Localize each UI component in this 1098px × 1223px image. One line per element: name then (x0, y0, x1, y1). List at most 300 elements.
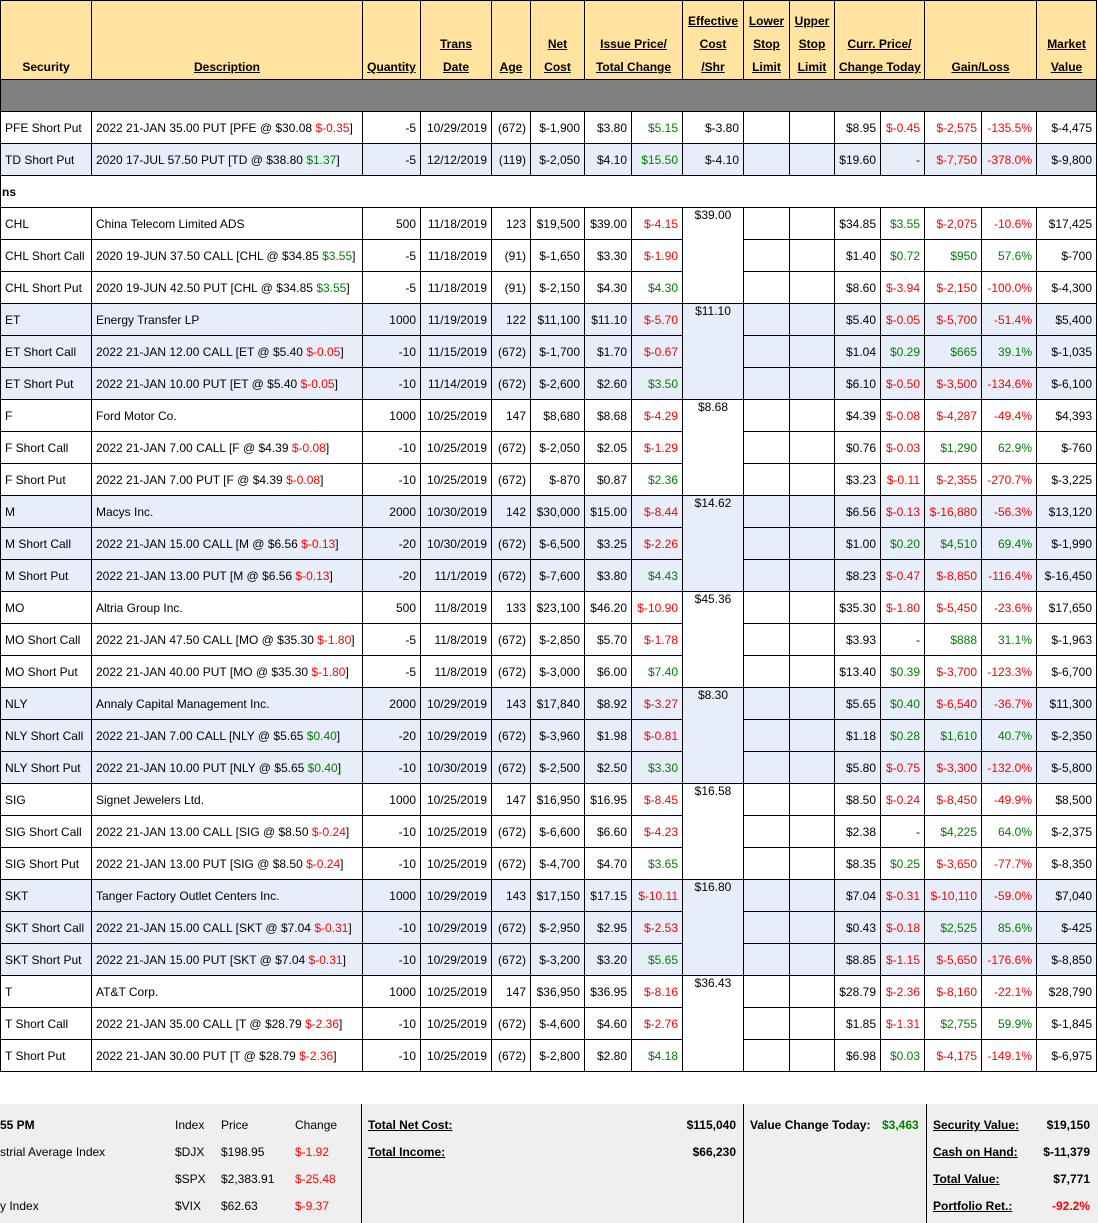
gain-loss-cell: $-16,880 (925, 496, 982, 528)
lower-stop-cell (744, 560, 790, 592)
current-price-cell: $19.60 (835, 144, 881, 176)
description-text: Tanger Factory Outlet Centers Inc. (96, 888, 280, 903)
table-row[interactable] (1, 848, 1097, 880)
table-row[interactable] (1, 400, 1097, 432)
upper-stop-cell (790, 112, 835, 144)
total-value-label[interactable]: Total Value: (933, 1172, 1000, 1186)
gain-loss-pct-cell: -49.9% (982, 784, 1037, 816)
trans-date-cell: 10/25/2019 (421, 848, 492, 880)
gain-loss-cell: $-2,575 (925, 112, 982, 144)
portfolio-return-label[interactable]: Portfolio Ret.: (933, 1199, 1013, 1213)
lower-stop-cell (744, 720, 790, 752)
age-cell: 143 (492, 880, 531, 912)
col-header-market-value[interactable]: Market Value (1037, 1, 1097, 80)
gain-loss-cell: $-8,450 (925, 784, 982, 816)
table-row[interactable] (1, 336, 1097, 368)
gain-loss-cell: $1,290 (925, 432, 982, 464)
col-header-curr-price[interactable]: Curr. Price/ Change Today (835, 1, 925, 80)
index-change: $-1.92 (295, 1145, 330, 1159)
underlying-change: $-0.13 (301, 536, 336, 551)
underlying-change: $-0.31 (308, 952, 343, 967)
security-cell: T (1, 976, 92, 1008)
total-change-cell: $-1.78 (632, 624, 683, 656)
current-price-cell: $13.40 (835, 656, 881, 688)
upper-stop-cell (790, 624, 835, 656)
index-price: $62.63 (221, 1199, 258, 1213)
issue-price-cell: $1.98 (585, 720, 632, 752)
value-change-value: $3,463 (882, 1118, 919, 1132)
underlying-change: $-0.08 (291, 440, 326, 455)
lower-stop-cell (744, 688, 790, 720)
current-price-cell: $1.85 (835, 1008, 881, 1040)
market-value-cell: $-3,225 (1037, 464, 1097, 496)
market-value-cell: $-1,035 (1037, 336, 1097, 368)
total-change-cell: $-0.81 (632, 720, 683, 752)
lower-stop-cell (744, 912, 790, 944)
age-cell: (672) (492, 368, 531, 400)
quantity-cell: 1000 (363, 976, 421, 1008)
table-row[interactable] (1, 272, 1097, 304)
change-today-cell: $-2.36 (881, 976, 925, 1008)
age-cell: (672) (492, 112, 531, 144)
age-cell: (672) (492, 720, 531, 752)
market-value-cell: $-700 (1037, 240, 1097, 272)
security-value-label[interactable]: Security Value: (933, 1118, 1020, 1132)
col-header-upper-stop[interactable]: Upper Stop Limit (790, 1, 835, 80)
issue-price-cell: $2.80 (585, 1040, 632, 1072)
index-symbol: $SPX (175, 1172, 206, 1186)
upper-stop-cell (790, 720, 835, 752)
table-row[interactable] (1, 816, 1097, 848)
table-row[interactable] (1, 880, 1097, 912)
gain-loss-pct-cell: -49.4% (982, 400, 1037, 432)
current-price-cell: $6.98 (835, 1040, 881, 1072)
gain-loss-cell: $665 (925, 336, 982, 368)
gain-loss-cell: $888 (925, 624, 982, 656)
quantity-cell: -20 (363, 720, 421, 752)
quantity-cell: -10 (363, 368, 421, 400)
col-header-issue-total[interactable]: Issue Price/ Total Change (585, 1, 683, 80)
table-row[interactable] (1, 368, 1097, 400)
table-row[interactable] (1, 944, 1097, 976)
index-col-header: Index (175, 1118, 205, 1132)
total-change-cell: $2.36 (632, 464, 683, 496)
market-value-cell: $-760 (1037, 432, 1097, 464)
security-cell: M Short Put (1, 560, 92, 592)
issue-price-cell: $6.60 (585, 816, 632, 848)
footer-divider (926, 1104, 927, 1223)
change-today-cell: $-0.75 (881, 752, 925, 784)
market-value-cell: $28,790 (1037, 976, 1097, 1008)
trans-date-cell: 10/30/2019 (421, 752, 492, 784)
total-income-label[interactable]: Total Income: (368, 1145, 446, 1159)
issue-price-cell: $3.30 (585, 240, 632, 272)
description-text: 2022 21-JAN 13.00 CALL [SIG @ $8.50 (96, 824, 309, 839)
security-cell: TD Short Put (1, 144, 92, 176)
market-value-cell: $-425 (1037, 912, 1097, 944)
underlying-change: $0.40 (306, 728, 337, 743)
lower-stop-cell (744, 304, 790, 336)
total-change-cell: $-4.15 (632, 208, 683, 240)
net-cost-cell: $-7,600 (531, 560, 585, 592)
issue-price-cell: $39.00 (585, 208, 632, 240)
market-value-cell: $-4,300 (1037, 272, 1097, 304)
description-text: 2022 21-JAN 35.00 CALL [T @ $28.79 (96, 1016, 302, 1031)
total-change-cell: $4.43 (632, 560, 683, 592)
col-header-age[interactable]: Age (492, 1, 531, 80)
table-row[interactable] (1, 720, 1097, 752)
net-cost-cell: $-2,500 (531, 752, 585, 784)
change-today-cell: $0.39 (881, 656, 925, 688)
description-cell (92, 880, 363, 912)
upper-stop-cell (790, 912, 835, 944)
col-header-description[interactable]: Description (92, 1, 363, 80)
description-text: 2022 21-JAN 40.00 PUT [MO @ $35.30 (96, 664, 309, 679)
trans-date-cell: 11/8/2019 (421, 624, 492, 656)
total-change-cell: $-8.44 (632, 496, 683, 528)
table-row[interactable] (1, 432, 1097, 464)
table-row[interactable] (1, 560, 1097, 592)
effective-cost-cell: $11.10 (683, 304, 744, 400)
gain-loss-cell: $-5,700 (925, 304, 982, 336)
col-header-trans-date[interactable]: Trans Date (421, 1, 492, 80)
table-row[interactable] (1, 592, 1097, 624)
description-text: Altria Group Inc. (96, 600, 183, 615)
description-text: 2022 21-JAN 30.00 PUT [T @ $28.79 (96, 1048, 296, 1063)
issue-price-cell: $5.70 (585, 624, 632, 656)
issue-price-cell: $11.10 (585, 304, 632, 336)
underlying-change: $0.40 (307, 760, 338, 775)
description-cell: 2022 21-JAN 30.00 PUT [T @ $28.79 $-2.36] (92, 1040, 363, 1072)
table-row[interactable] (1, 304, 1097, 336)
issue-price-cell: $0.87 (585, 464, 632, 496)
net-cost-cell: $-6,600 (531, 816, 585, 848)
section-separator (1, 80, 1097, 112)
net-cost-cell: $11,100 (531, 304, 585, 336)
effective-cost-cell: $-3.80 (683, 112, 744, 144)
trans-date-cell: 12/12/2019 (421, 144, 492, 176)
description-cell: 2022 21-JAN 15.00 PUT [SKT @ $7.04 $-0.31] (92, 944, 363, 976)
gain-loss-pct-cell: -270.7% (982, 464, 1037, 496)
portfolio-summary-footer (0, 1104, 1098, 1223)
gain-loss-pct-cell: 62.9% (982, 432, 1037, 464)
effective-cost-cell: $16.58 (683, 784, 744, 880)
quantity-cell: 1000 (363, 400, 421, 432)
quantity-cell: -10 (363, 816, 421, 848)
upper-stop-cell (790, 496, 835, 528)
upper-stop-cell (790, 976, 835, 1008)
table-row[interactable] (1, 240, 1097, 272)
net-cost-cell: $-1,650 (531, 240, 585, 272)
age-cell: (672) (492, 912, 531, 944)
age-cell: (672) (492, 944, 531, 976)
cash-on-hand-label[interactable]: Cash on Hand: (933, 1145, 1018, 1159)
trans-date-cell: 10/29/2019 (421, 688, 492, 720)
gain-loss-pct-cell: 59.9% (982, 1008, 1037, 1040)
quantity-cell: 1000 (363, 304, 421, 336)
index-name: strial Average Index (0, 1145, 106, 1159)
current-price-cell: $5.65 (835, 688, 881, 720)
security-cell: F Short Put (1, 464, 92, 496)
table-row[interactable] (1, 1040, 1097, 1072)
issue-price-cell: $2.60 (585, 368, 632, 400)
change-today-cell: $0.03 (881, 1040, 925, 1072)
total-net-cost-label[interactable]: Total Net Cost: (368, 1118, 453, 1132)
description-text: 2020 19-JUN 37.50 CALL [CHL @ $34.85 (96, 248, 319, 263)
current-price-cell: $8.35 (835, 848, 881, 880)
security-cell: T Short Call (1, 1008, 92, 1040)
age-cell: 123 (492, 208, 531, 240)
security-cell: PFE Short Put (1, 112, 92, 144)
description-text: 2022 21-JAN 15.00 PUT [SKT @ $7.04 (96, 952, 306, 967)
gain-loss-cell: $-2,150 (925, 272, 982, 304)
age-cell: (91) (492, 272, 531, 304)
current-price-cell: $34.85 (835, 208, 881, 240)
lower-stop-cell (744, 464, 790, 496)
upper-stop-cell (790, 272, 835, 304)
table-row[interactable] (1, 688, 1097, 720)
current-price-cell: $1.00 (835, 528, 881, 560)
age-cell: (672) (492, 624, 531, 656)
quantity-cell: -5 (363, 144, 421, 176)
quantity-cell: -10 (363, 1040, 421, 1072)
change-today-cell: $-0.47 (881, 560, 925, 592)
gain-loss-pct-cell: 85.6% (982, 912, 1037, 944)
issue-price-cell: $6.00 (585, 656, 632, 688)
change-today-cell: $0.25 (881, 848, 925, 880)
market-value-cell: $-8,850 (1037, 944, 1097, 976)
market-value-cell: $-1,963 (1037, 624, 1097, 656)
table-row[interactable] (1, 112, 1097, 144)
index-price: $198.95 (221, 1145, 265, 1159)
age-cell: (672) (492, 528, 531, 560)
market-value-cell: $-9,800 (1037, 144, 1097, 176)
total-change-cell: $-10.90 (632, 592, 683, 624)
description-text: 2022 21-JAN 7.00 CALL [F @ $4.39 (96, 440, 289, 455)
age-cell: 142 (492, 496, 531, 528)
table-row[interactable] (1, 752, 1097, 784)
net-cost-cell: $8,680 (531, 400, 585, 432)
lower-stop-cell (744, 400, 790, 432)
underlying-change: $1.37 (306, 152, 337, 167)
age-cell: 147 (492, 400, 531, 432)
market-value-cell: $-5,800 (1037, 752, 1097, 784)
col-header-net-cost[interactable]: Net Cost (531, 1, 585, 80)
issue-price-cell: $8.68 (585, 400, 632, 432)
net-cost-cell: $23,100 (531, 592, 585, 624)
lower-stop-cell (744, 624, 790, 656)
gain-loss-pct-cell: -149.1% (982, 1040, 1037, 1072)
quantity-cell: 1000 (363, 880, 421, 912)
description-cell (92, 592, 363, 624)
table-row[interactable] (1, 976, 1097, 1008)
change-today-cell: $-1.80 (881, 592, 925, 624)
table-row[interactable] (1, 144, 1097, 176)
current-price-cell: $8.50 (835, 784, 881, 816)
current-price-cell: $3.23 (835, 464, 881, 496)
current-price-cell: $4.39 (835, 400, 881, 432)
quantity-cell: -20 (363, 528, 421, 560)
col-header-quantity[interactable]: Quantity (363, 1, 421, 80)
quantity-cell: 500 (363, 592, 421, 624)
current-price-cell: $1.18 (835, 720, 881, 752)
total-change-cell: $-2.76 (632, 1008, 683, 1040)
description-cell (92, 976, 363, 1008)
security-cell: MO Short Call (1, 624, 92, 656)
description-cell: 2020 19-JUN 37.50 CALL [CHL @ $34.85 $3.55] (92, 240, 363, 272)
security-cell: T Short Put (1, 1040, 92, 1072)
col-header-gain-loss[interactable]: Gain/Loss (925, 1, 1037, 80)
total-change-cell: $5.15 (632, 112, 683, 144)
gain-loss-pct-cell: -135.5% (982, 112, 1037, 144)
change-today-cell: - (881, 144, 925, 176)
lower-stop-cell (744, 848, 790, 880)
issue-price-cell: $2.50 (585, 752, 632, 784)
trans-date-cell: 10/30/2019 (421, 528, 492, 560)
table-row[interactable] (1, 464, 1097, 496)
change-today-cell: $-0.08 (881, 400, 925, 432)
lower-stop-cell (744, 240, 790, 272)
net-cost-cell: $-3,960 (531, 720, 585, 752)
upper-stop-cell (790, 400, 835, 432)
description-text: 2022 21-JAN 10.00 PUT [NLY @ $5.65 (96, 760, 305, 775)
description-text: Energy Transfer LP (96, 312, 200, 327)
lower-stop-cell (744, 976, 790, 1008)
security-cell: F (1, 400, 92, 432)
security-cell: SKT Short Put (1, 944, 92, 976)
effective-cost-cell: $14.62 (683, 496, 744, 592)
security-cell: CHL Short Call (1, 240, 92, 272)
gain-loss-cell: $-2,355 (925, 464, 982, 496)
description-text: China Telecom Limited ADS (96, 216, 245, 231)
upper-stop-cell (790, 336, 835, 368)
upper-stop-cell (790, 368, 835, 400)
total-change-cell: $5.65 (632, 944, 683, 976)
change-col-header: Change (295, 1118, 338, 1132)
index-symbol: $VIX (175, 1199, 202, 1213)
description-cell: 2022 21-JAN 13.00 PUT [M @ $6.56 $-0.13] (92, 560, 363, 592)
security-cell: SKT Short Call (1, 912, 92, 944)
table-row[interactable] (1, 528, 1097, 560)
table-row[interactable] (1, 784, 1097, 816)
issue-price-cell: $3.80 (585, 112, 632, 144)
current-price-cell: $0.43 (835, 912, 881, 944)
gain-loss-cell: $-8,160 (925, 976, 982, 1008)
description-text: 2022 21-JAN 7.00 PUT [F @ $4.39 (96, 472, 283, 487)
lower-stop-cell (744, 944, 790, 976)
description-cell: 2022 21-JAN 10.00 PUT [ET @ $5.40 $-0.05] (92, 368, 363, 400)
total-change-cell: $4.18 (632, 1040, 683, 1072)
gain-loss-cell: $-5,450 (925, 592, 982, 624)
trans-date-cell: 11/18/2019 (421, 240, 492, 272)
net-cost-cell: $-1,900 (531, 112, 585, 144)
total-change-cell: $7.40 (632, 656, 683, 688)
table-row[interactable] (1, 1008, 1097, 1040)
index-symbol: $DJX (175, 1145, 205, 1159)
quantity-cell: -5 (363, 656, 421, 688)
market-value-cell: $-6,100 (1037, 368, 1097, 400)
issue-price-cell: $4.10 (585, 144, 632, 176)
gain-loss-cell: $-2,075 (925, 208, 982, 240)
trans-date-cell: 11/18/2019 (421, 272, 492, 304)
gain-loss-cell: $-7,750 (925, 144, 982, 176)
market-value-cell: $-6,700 (1037, 656, 1097, 688)
description-cell: 2022 21-JAN 12.00 CALL [ET @ $5.40 $-0.05] (92, 336, 363, 368)
upper-stop-cell (790, 1008, 835, 1040)
age-cell: (672) (492, 816, 531, 848)
total-net-cost-value: $115,040 (686, 1118, 736, 1132)
upper-stop-cell (790, 560, 835, 592)
current-price-cell: $3.93 (835, 624, 881, 656)
effective-cost-cell: $8.68 (683, 400, 744, 496)
net-cost-cell: $30,000 (531, 496, 585, 528)
description-cell: 2022 21-JAN 15.00 CALL [M @ $6.56 $-0.13] (92, 528, 363, 560)
description-cell: 2022 21-JAN 13.00 CALL [SIG @ $8.50 $-0.24] (92, 816, 363, 848)
quantity-cell: -10 (363, 848, 421, 880)
issue-price-cell: $4.30 (585, 272, 632, 304)
description-cell: 2022 21-JAN 47.50 CALL [MO @ $35.30 $-1.80] (92, 624, 363, 656)
total-change-cell: $-1.90 (632, 240, 683, 272)
col-header-effective-cost[interactable]: Effective Cost /Shr (683, 1, 744, 80)
table-row[interactable] (1, 624, 1097, 656)
net-cost-cell: $-1,700 (531, 336, 585, 368)
col-header-lower-stop[interactable]: Lower Stop Limit (744, 1, 790, 80)
total-change-cell: $-0.67 (632, 336, 683, 368)
underlying-change: $-0.13 (295, 568, 330, 583)
description-cell: 2020 17-JUL 57.50 PUT [TD @ $38.80 $1.37] (92, 144, 363, 176)
current-price-cell: $7.04 (835, 880, 881, 912)
underlying-change: $-0.24 (306, 856, 341, 871)
table-row[interactable] (1, 912, 1097, 944)
gain-loss-pct-cell: -132.0% (982, 752, 1037, 784)
table-row[interactable] (1, 656, 1097, 688)
effective-cost-cell: $36.43 (683, 976, 744, 1072)
table-row[interactable] (1, 208, 1097, 240)
quantity-cell: -10 (363, 944, 421, 976)
security-cell: MO (1, 592, 92, 624)
total-change-cell: $-4.29 (632, 400, 683, 432)
security-cell: CHL (1, 208, 92, 240)
upper-stop-cell (790, 688, 835, 720)
gain-loss-pct-cell: -77.7% (982, 848, 1037, 880)
quantity-cell: -10 (363, 752, 421, 784)
lower-stop-cell (744, 592, 790, 624)
description-cell (92, 496, 363, 528)
gain-loss-pct-cell: 64.0% (982, 816, 1037, 848)
change-today-cell: $-1.15 (881, 944, 925, 976)
table-row[interactable] (1, 496, 1097, 528)
total-change-cell: $-1.29 (632, 432, 683, 464)
change-today-cell: $-0.18 (881, 912, 925, 944)
index-change: $-25.48 (295, 1172, 336, 1186)
change-today-cell: $0.29 (881, 336, 925, 368)
description-text: Macys Inc. (96, 504, 154, 519)
market-value-cell: $7,040 (1037, 880, 1097, 912)
market-value-cell: $-4,475 (1037, 112, 1097, 144)
gain-loss-pct-cell: 40.7% (982, 720, 1037, 752)
net-cost-cell: $-2,050 (531, 432, 585, 464)
gain-loss-pct-cell: -116.4% (982, 560, 1037, 592)
market-value-cell: $-2,375 (1037, 816, 1097, 848)
total-income-value: $66,230 (692, 1145, 736, 1159)
underlying-change: $-0.24 (311, 824, 346, 839)
description-text: AT&T Corp. (96, 984, 159, 999)
issue-price-cell: $36.95 (585, 976, 632, 1008)
quantity-cell: 2000 (363, 496, 421, 528)
section-title: ns (1, 176, 1097, 208)
change-today-cell: $0.20 (881, 528, 925, 560)
trans-date-cell: 10/29/2019 (421, 880, 492, 912)
